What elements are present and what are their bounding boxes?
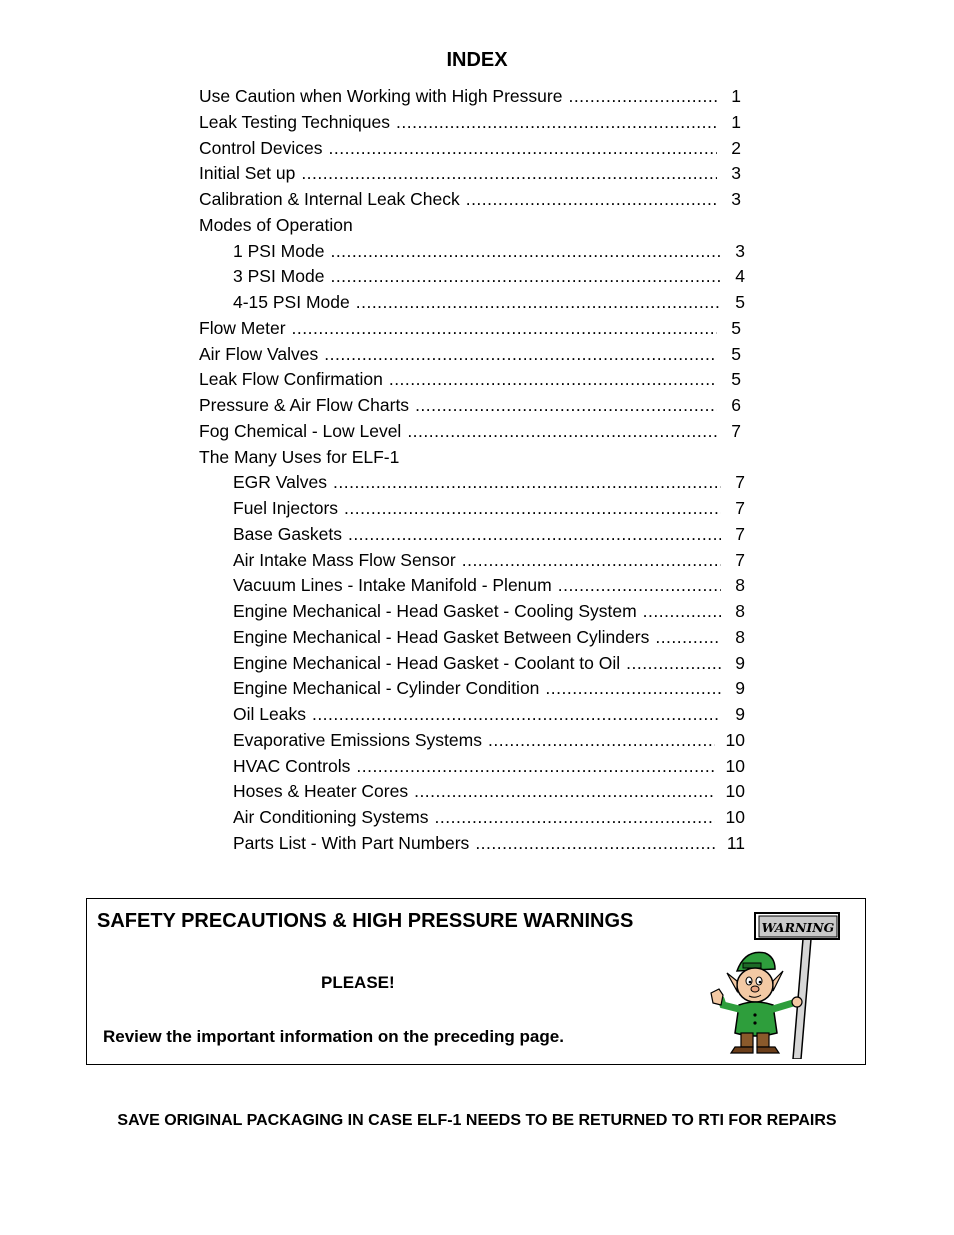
toc-entry-label: Flow Meter: [199, 317, 286, 338]
toc-entry-leader: [324, 341, 717, 367]
toc-entry-label: Engine Mechanical - Head Gasket - Cooling System: [233, 601, 637, 621]
toc-entry-leader: [568, 83, 717, 109]
toc-entry-page: 2: [731, 137, 741, 158]
toc-entry: [233, 804, 745, 830]
toc-entry: [233, 572, 745, 598]
toc-entry-label: Vacuum Lines - Intake Manifold - Plenum: [233, 575, 552, 596]
toc-entry-label: Pressure & Air Flow Charts: [199, 395, 410, 415]
toc-entry-leader: [475, 830, 715, 856]
warning-sign-label: WARNING: [761, 920, 835, 935]
toc-entry: [199, 315, 741, 341]
toc-entry: [199, 366, 741, 392]
toc-entry: [199, 186, 741, 212]
toc-entry-label: Air Conditioning Systems: [233, 807, 429, 827]
toc-entry-label: Engine Mechanical - Head Gasket Between Cylinders: [233, 626, 650, 647]
toc-entry-page: 10: [725, 807, 745, 827]
toc-entry-leader: [626, 650, 721, 676]
toc-entry: [233, 521, 745, 547]
toc-entry: [233, 238, 745, 264]
toc-entry-leader: [330, 238, 721, 264]
toc-entry-label: EGR Valves: [233, 472, 328, 493]
toc-entry-leader: [344, 495, 721, 521]
toc-entry: [233, 650, 745, 676]
toc-entry-leader: [558, 572, 721, 598]
toc-entry-label: Use Caution when Working with High Pressure: [199, 86, 563, 106]
toc-entry: [199, 392, 741, 418]
toc-entry-page: 6: [731, 395, 741, 415]
toc-entry: [233, 289, 745, 315]
toc-entry-page: 7: [735, 472, 745, 493]
toc-entry-label: Initial Set up: [199, 163, 296, 184]
elf-warning-illustration: [699, 909, 849, 1059]
toc-entry-page: 9: [735, 704, 745, 724]
toc-entry: [233, 547, 745, 573]
toc-entry: [199, 109, 741, 135]
toc-entry: [233, 753, 745, 779]
packaging-notice: SAVE ORIGINAL PACKAGING IN CASE ELF-1 NEEDS TO BE RETURNED TO RTI FOR REPAIRS: [117, 1112, 837, 1129]
toc-entry-label: Air Intake Mass Flow Sensor: [233, 549, 456, 570]
toc-entry: [233, 778, 745, 804]
toc-entry-page: 5: [731, 369, 741, 390]
toc-entry-page: 10: [725, 755, 745, 776]
toc-entry-leader: [415, 392, 717, 418]
toc-entry: [233, 495, 745, 521]
toc-entry: [233, 598, 745, 624]
toc-entry-leader: [435, 804, 716, 830]
toc-entry-page: 9: [735, 678, 745, 699]
toc-entry: [233, 263, 745, 289]
toc-entry-label: Engine Mechanical - Head Gasket - Coolant to Oil: [233, 652, 621, 673]
toc-entry-page: 7: [735, 523, 745, 544]
toc-entry: [199, 212, 741, 238]
toc-entry-label: The Many Uses for ELF-1: [199, 446, 400, 467]
toc-entry-label: Leak Testing Techniques: [199, 111, 391, 132]
toc-entry-page: 8: [735, 626, 745, 647]
toc-entry-label: Parts List - With Part Numbers: [233, 832, 470, 853]
toc-entry-leader: [356, 289, 721, 315]
elf-icon: [711, 952, 802, 1053]
toc-entry: [199, 418, 741, 444]
toc-entry-page: 9: [735, 652, 745, 673]
toc-entry-leader: [407, 418, 717, 444]
toc-entry-page: 5: [735, 292, 745, 312]
toc-entry-page: 1: [731, 111, 741, 132]
toc-entry-leader: [466, 186, 717, 212]
toc-entry: [233, 830, 745, 856]
toc-entry-leader: [643, 598, 721, 624]
toc-entry: [233, 675, 745, 701]
toc-entry-leader: [312, 701, 721, 727]
toc-entry-page: 7: [731, 420, 741, 441]
safety-review-text: Review the important information on the preceding page.: [103, 1027, 564, 1046]
toc-entry-leader: [389, 366, 717, 392]
toc-entry: [199, 135, 741, 161]
safety-title: SAFETY PRECAUTIONS & HIGH PRESSURE WARNINGS: [97, 910, 634, 932]
toc-entry-leader: [348, 521, 721, 547]
toc-entry-label: Modes of Operation: [199, 214, 353, 235]
toc-entry-page: 7: [735, 498, 745, 518]
toc-entry-label: Fog Chemical - Low Level: [199, 420, 402, 441]
toc-entry: [199, 83, 741, 109]
toc-entry-label: Leak Flow Confirmation: [199, 369, 383, 390]
toc-entry-page: 8: [735, 575, 745, 596]
toc-entry-page: 3: [735, 240, 745, 261]
toc-entry-label: Oil Leaks: [233, 704, 306, 724]
toc-entry-leader: [462, 547, 721, 573]
toc-entry-leader: [356, 753, 715, 779]
toc-entry-label: Fuel Injectors: [233, 498, 339, 518]
index-title: INDEX: [446, 49, 508, 71]
toc-entry-leader: [655, 624, 721, 650]
toc-entry-label: 4-15 PSI Mode: [233, 292, 350, 312]
toc-entry-page: 5: [731, 343, 741, 364]
toc-entry-page: 3: [731, 163, 741, 184]
toc-entry-label: Air Flow Valves: [199, 343, 319, 364]
toc-entry: [199, 160, 741, 186]
toc-entry-label: 1 PSI Mode: [233, 240, 325, 261]
toc-entry: [199, 444, 741, 470]
toc-entry: [199, 341, 741, 367]
toc-entry: [233, 701, 745, 727]
toc-entry-label: Base Gaskets: [233, 523, 342, 544]
toc-entry-leader: [414, 778, 715, 804]
toc-entry-label: Evaporative Emissions Systems: [233, 729, 482, 750]
toc-entry-leader: [301, 160, 717, 186]
toc-entry-page: 4: [735, 266, 745, 287]
toc-entry-page: 5: [731, 317, 741, 338]
toc-entry-page: 8: [735, 601, 745, 621]
toc-entry-label: Calibration & Internal Leak Check: [199, 189, 460, 209]
toc-entry-label: HVAC Controls: [233, 755, 351, 776]
toc-entry-leader: [333, 469, 721, 495]
toc-entry-label: 3 PSI Mode: [233, 266, 325, 287]
toc-entry-label: Engine Mechanical - Cylinder Condition: [233, 678, 540, 699]
toc-entry-page: 1: [731, 86, 741, 106]
toc-entry-label: Hoses & Heater Cores: [233, 781, 409, 802]
toc-entry: [233, 624, 745, 650]
toc-entry-leader: [292, 315, 717, 341]
toc-entry-leader: [330, 263, 721, 289]
safety-please: PLEASE!: [321, 973, 395, 992]
toc-entry: [233, 727, 745, 753]
toc-entry-leader: [545, 675, 721, 701]
toc-entry-page: 7: [735, 549, 745, 570]
toc-entry-page: 3: [731, 189, 741, 209]
toc-entry-page: 10: [725, 729, 745, 750]
toc-entry-leader: [488, 727, 715, 753]
toc-entry: [233, 469, 745, 495]
toc-entry-leader: [396, 109, 717, 135]
safety-warning-box: [86, 898, 866, 1065]
toc-entry-page: 11: [726, 832, 745, 853]
toc-entry-page: 10: [725, 781, 745, 802]
toc-entry-label: Control Devices: [199, 137, 323, 158]
toc-entry-leader: [329, 135, 717, 161]
